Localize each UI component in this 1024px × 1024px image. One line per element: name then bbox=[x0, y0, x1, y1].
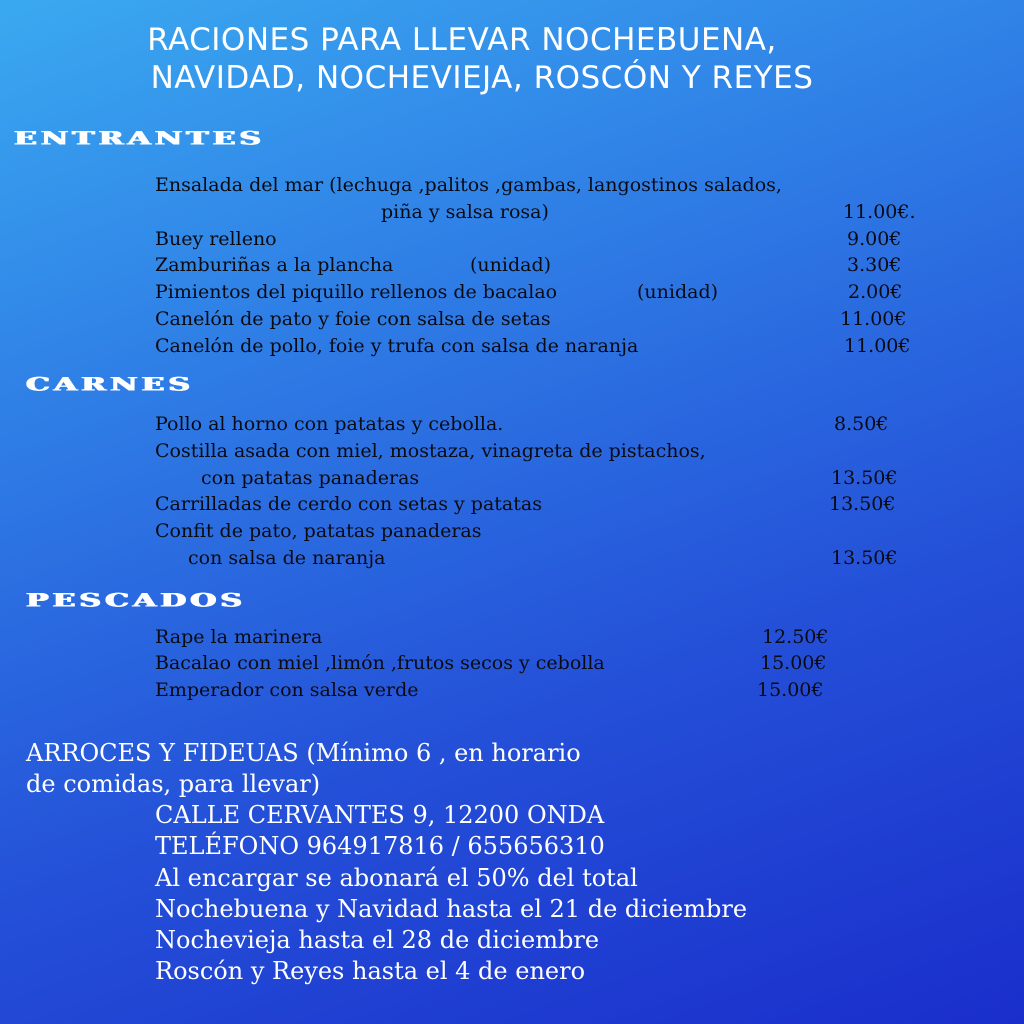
item-note: (unidad) bbox=[637, 281, 719, 303]
item-price: 15.00€ bbox=[757, 679, 824, 701]
item-name: Carrilladas de cerdo con setas y patatas bbox=[155, 493, 542, 515]
item-price: 15.00€ bbox=[760, 652, 827, 674]
deadline-nochevieja: Nochevieja hasta el 28 de diciembre bbox=[155, 926, 600, 954]
section-heading-carnes: CARNES bbox=[26, 373, 195, 396]
item-price: 2.00€ bbox=[848, 281, 903, 303]
page-title-line-2: NAVIDAD, NOCHEVIEJA, ROSCÓN Y REYES bbox=[150, 60, 814, 96]
arroces-note-line-1: ARROCES Y FIDEUAS (Mínimo 6 , en horario bbox=[26, 739, 581, 767]
item-price: 3.30€ bbox=[847, 254, 902, 276]
item-name: Ensalada del mar (lechuga ,palitos ,gambas, langostinos salados, bbox=[155, 174, 782, 196]
item-price: 13.50€ bbox=[829, 493, 896, 515]
item-name-continued: con patatas panaderas bbox=[201, 467, 420, 489]
item-name: Pollo al horno con patatas y cebolla. bbox=[155, 413, 504, 435]
deadline-navidad: Nochebuena y Navidad hasta el 21 de diciembre bbox=[155, 895, 748, 923]
item-name: Rape la marinera bbox=[155, 626, 323, 648]
item-name-continued: con salsa de naranja bbox=[188, 547, 386, 569]
address: CALLE CERVANTES 9, 12200 ONDA bbox=[155, 801, 605, 829]
section-heading-pescados: PESCADOS bbox=[26, 589, 247, 612]
item-name-continued: piña y salsa rosa) bbox=[381, 201, 549, 223]
section-heading-entrantes: ENTRANTES bbox=[14, 127, 266, 150]
item-price: 11.00€. bbox=[843, 201, 916, 223]
item-price: 9.00€ bbox=[847, 228, 902, 250]
arroces-note-line-2: de comidas, para llevar) bbox=[26, 770, 321, 798]
item-name: Buey relleno bbox=[155, 228, 277, 250]
deposit-note: Al encargar se abonará el 50% del total bbox=[155, 864, 638, 892]
item-price: 11.00€ bbox=[840, 308, 907, 330]
item-name: Emperador con salsa verde bbox=[155, 679, 419, 701]
deadline-reyes: Roscón y Reyes hasta el 4 de enero bbox=[155, 957, 586, 985]
item-name: Zamburiñas a la plancha bbox=[155, 254, 394, 276]
item-note: (unidad) bbox=[470, 254, 552, 276]
item-name: Canelón de pato y foie con salsa de setas bbox=[155, 308, 551, 330]
item-price: 8.50€ bbox=[834, 413, 889, 435]
phone: TELÉFONO 964917816 / 655656310 bbox=[155, 832, 605, 860]
item-price: 13.50€ bbox=[831, 547, 898, 569]
item-price: 12.50€ bbox=[762, 626, 829, 648]
item-name: Pimientos del piquillo rellenos de bacalao bbox=[155, 281, 558, 303]
item-name: Confit de pato, patatas panaderas bbox=[155, 520, 482, 542]
item-name: Costilla asada con miel, mostaza, vinagreta de pistachos, bbox=[155, 440, 706, 462]
item-name: Bacalao con miel ,limón ,frutos secos y cebolla bbox=[155, 652, 605, 674]
item-price: 13.50€ bbox=[831, 467, 898, 489]
item-name: Canelón de pollo, foie y trufa con salsa de naranja bbox=[155, 335, 639, 357]
page-title-line-1: RACIONES PARA LLEVAR NOCHEBUENA, bbox=[147, 22, 777, 58]
item-price: 11.00€ bbox=[844, 335, 911, 357]
